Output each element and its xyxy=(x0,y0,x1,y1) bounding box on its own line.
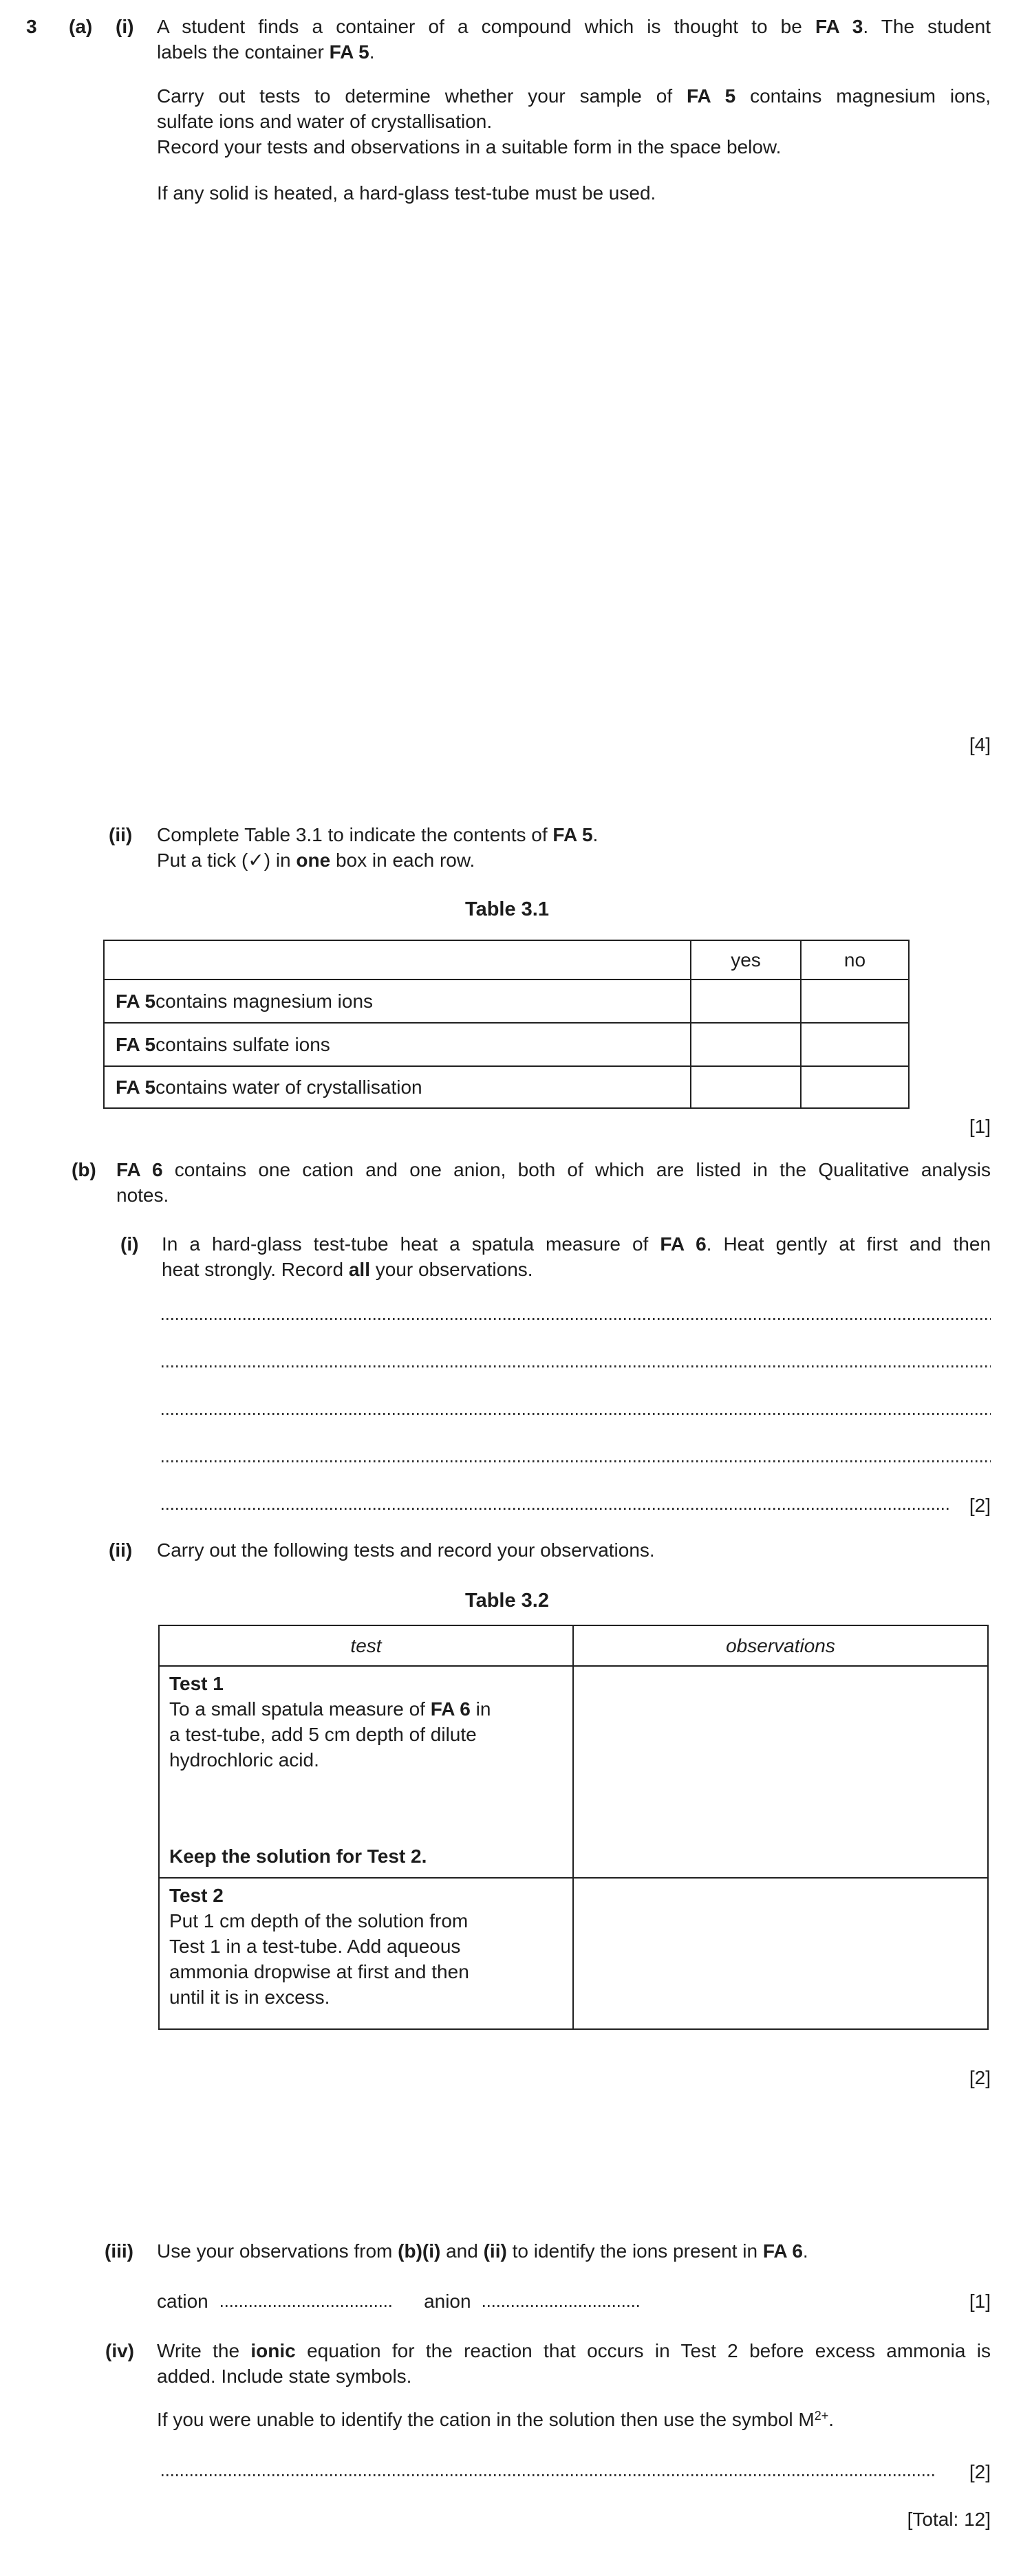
tickbox-water-no[interactable] xyxy=(800,1065,908,1107)
bold-segment: FA 5 xyxy=(116,1076,156,1098)
bold-segment: FA 5 xyxy=(116,990,156,1012)
text-segment: If you were unable to identify the cation in the solution then use the symbol M xyxy=(157,2409,815,2430)
tickbox-sulfate-no[interactable] xyxy=(800,1022,908,1065)
bold-segment: FA 6 xyxy=(762,2240,803,2262)
b-iv-symbol-note xyxy=(157,2407,834,2432)
cation-anion-answer-line xyxy=(157,2288,641,2314)
part-b-label: (b) xyxy=(72,1159,96,1180)
text-line: ammonia dropwise at first and then xyxy=(169,1961,469,1982)
text-segment: To a small spatula measure of xyxy=(169,1698,431,1720)
answer-line-2[interactable] xyxy=(162,1365,991,1367)
equation-answer-line[interactable] xyxy=(162,2474,936,2476)
text-segment: . xyxy=(828,2409,834,2430)
table-3-1-header-blank xyxy=(105,941,690,979)
anion-answer-field[interactable] xyxy=(483,2305,641,2307)
text-segment: contains magnesium ions, xyxy=(735,85,991,107)
bold-segment: FA 6 xyxy=(430,1698,471,1720)
text-line xyxy=(157,847,991,873)
text-segment: . The student xyxy=(863,16,991,37)
bold-segment: (b)(i) xyxy=(398,2240,441,2262)
table-3-2 xyxy=(158,1625,989,2030)
bold-segment: Test 1 xyxy=(169,1673,224,1694)
marks-a-i: [4] xyxy=(969,734,991,755)
tickbox-magnesium-yes[interactable] xyxy=(690,979,800,1022)
answer-line-3[interactable] xyxy=(162,1413,991,1415)
marks-b-i: [2] xyxy=(969,1495,991,1516)
text-segment: and xyxy=(440,2240,484,2262)
bold-segment: (ii) xyxy=(483,2240,507,2262)
part-a-ii-label: (ii) xyxy=(109,824,133,845)
part-b-i-label: (i) xyxy=(120,1233,139,1255)
a-i-paragraph-3 xyxy=(157,180,991,206)
table-3-2-observation-test-2[interactable] xyxy=(572,1877,987,2028)
text-line: Test 1 in a test-tube. Add aqueous xyxy=(169,1936,461,1957)
bold-segment: FA 5 xyxy=(329,41,369,63)
tickbox-sulfate-yes[interactable] xyxy=(690,1022,800,1065)
text-line: notes. xyxy=(116,1184,169,1206)
bold-segment: one xyxy=(296,849,331,871)
text-segment: Write the xyxy=(157,2340,251,2361)
marks-b-ii: [2] xyxy=(969,2067,991,2088)
text-line: Put 1 cm depth of the solution from xyxy=(169,1910,469,1931)
bold-segment: FA 6 xyxy=(660,1233,707,1255)
test-2-title xyxy=(169,1883,559,1908)
b-intro xyxy=(116,1157,991,1208)
question-number: 3 xyxy=(26,16,37,37)
text-segment: Complete Table 3.1 to indicate the contents of xyxy=(157,824,553,845)
table-3-2-test-1-cell xyxy=(160,1665,572,1877)
superscript-charge: 2+ xyxy=(814,2409,829,2423)
cation-answer-field[interactable] xyxy=(221,2305,393,2307)
part-a-i-label: (i) xyxy=(116,16,134,37)
table-3-2-caption: Table 3.2 xyxy=(465,1590,549,1612)
text-segment: Carry out tests to determine whether your sample of xyxy=(157,85,687,107)
tickbox-water-yes[interactable] xyxy=(690,1065,800,1107)
text-line xyxy=(157,2338,991,2363)
column-header-test: test xyxy=(350,1634,382,1656)
part-a-label: (a) xyxy=(69,16,93,37)
text-line xyxy=(157,39,991,65)
tickbox-magnesium-no[interactable] xyxy=(800,979,908,1022)
answer-line-4[interactable] xyxy=(162,1460,991,1462)
text-segment: contains one cation and one anion, both of which are listed in the Qualitative analysis xyxy=(162,1159,991,1180)
text-segment: heat strongly. Record xyxy=(162,1259,349,1280)
a-i-answer-space[interactable] xyxy=(157,227,991,715)
keep-solution-note xyxy=(169,1843,559,1869)
marks-b-iv: [2] xyxy=(969,2461,991,2482)
part-b-iv-label: (iv) xyxy=(105,2340,134,2361)
part-b-iii-label: (iii) xyxy=(105,2240,133,2262)
text-line xyxy=(162,1257,991,1282)
b-iii-instruction xyxy=(157,2238,808,2264)
text-line xyxy=(169,1696,559,1722)
text-segment: In a hard-glass test-tube heat a spatula measure of xyxy=(162,1233,660,1255)
text-segment: Use your observations from xyxy=(157,2240,398,2262)
text-line xyxy=(157,822,991,847)
bold-segment: FA 5 xyxy=(116,1033,156,1055)
a-ii-instructions xyxy=(157,822,991,873)
answer-line-1[interactable] xyxy=(162,1318,991,1320)
bold-segment: FA 3 xyxy=(815,16,863,37)
table-3-1-header-no xyxy=(800,941,908,979)
text-line: If any solid is heated, a hard-glass test-tube must be used. xyxy=(157,182,656,204)
bold-segment: Test 2 xyxy=(169,1885,224,1906)
text-line: Record your tests and observations in a suitable form in the space below. xyxy=(157,136,782,158)
text-line xyxy=(162,1231,991,1257)
text-segment: to identify the ions present in xyxy=(506,2240,763,2262)
text-segment: box in each row. xyxy=(330,849,475,871)
bold-segment: all xyxy=(348,1259,370,1280)
text-segment: A student finds a container of a compound which is thought to be xyxy=(157,16,815,37)
bold-segment: ionic xyxy=(250,2340,296,2361)
total-marks: [Total: 12] xyxy=(907,2509,991,2530)
a-i-paragraph-2 xyxy=(157,83,991,160)
text-segment: your observations. xyxy=(369,1259,533,1280)
text-line: a test-tube, add 5 cm depth of dilute xyxy=(169,1724,477,1745)
table-3-1-header-yes xyxy=(690,941,800,979)
answer-line-5[interactable] xyxy=(162,1508,952,1510)
a-i-paragraph-1 xyxy=(157,14,991,65)
text-segment: labels the container xyxy=(157,41,330,63)
marks-a-ii: [1] xyxy=(969,1116,991,1137)
text-segment: . Heat gently at first and then xyxy=(706,1233,991,1255)
text-segment: contains sulfate ions xyxy=(155,1033,330,1055)
table-3-2-header-test xyxy=(160,1626,572,1665)
text-line: until it is in excess. xyxy=(169,1987,330,2008)
text-line: sulfate ions and water of crystallisation. xyxy=(157,111,493,132)
text-line: added. Include state symbols. xyxy=(157,2366,412,2387)
text-line: hydrochloric acid. xyxy=(169,1749,319,1771)
text-line xyxy=(157,83,991,109)
text-segment: . xyxy=(802,2240,808,2262)
text-segment: Put a tick (✓) in xyxy=(157,849,297,871)
column-header-yes: yes xyxy=(731,949,761,971)
table-3-1-row-magnesium-label xyxy=(105,979,690,1022)
b-i-instructions xyxy=(162,1231,991,1282)
b-iv-instructions xyxy=(157,2338,991,2389)
column-header-no: no xyxy=(843,949,866,971)
cation-label: cation xyxy=(157,2291,208,2312)
table-3-1-row-sulfate-label xyxy=(105,1022,690,1065)
table-3-1-caption: Table 3.1 xyxy=(465,898,549,920)
text-segment: . xyxy=(592,824,599,845)
marks-b-iii: [1] xyxy=(969,2291,991,2312)
bold-segment: FA 5 xyxy=(552,824,593,845)
text-line xyxy=(157,14,991,39)
table-3-2-header-observations xyxy=(572,1626,987,1665)
bold-segment: Keep the solution for Test 2. xyxy=(169,1846,427,1867)
table-3-2-test-2-cell xyxy=(160,1877,572,2028)
test-1-title xyxy=(169,1671,559,1696)
part-b-ii-label: (ii) xyxy=(109,1539,133,1561)
text-segment: . xyxy=(369,41,375,63)
bold-segment: FA 5 xyxy=(686,85,736,107)
table-3-1-row-water-label xyxy=(105,1065,690,1107)
text-segment: equation for the reaction that occurs in Test 2 before excess ammonia is xyxy=(295,2340,991,2361)
table-3-1 xyxy=(103,940,910,1109)
anion-label: anion xyxy=(424,2291,471,2312)
text-segment: contains magnesium ions xyxy=(155,990,374,1012)
table-3-2-observation-test-1[interactable] xyxy=(572,1665,987,1877)
bold-segment: FA 6 xyxy=(116,1159,163,1180)
b-ii-instruction: Carry out the following tests and record your observations. xyxy=(157,1539,655,1561)
text-segment: in xyxy=(470,1698,491,1720)
text-line xyxy=(116,1157,991,1182)
column-header-observations: observations xyxy=(726,1634,835,1656)
text-segment: contains water of crystallisation xyxy=(155,1076,422,1098)
